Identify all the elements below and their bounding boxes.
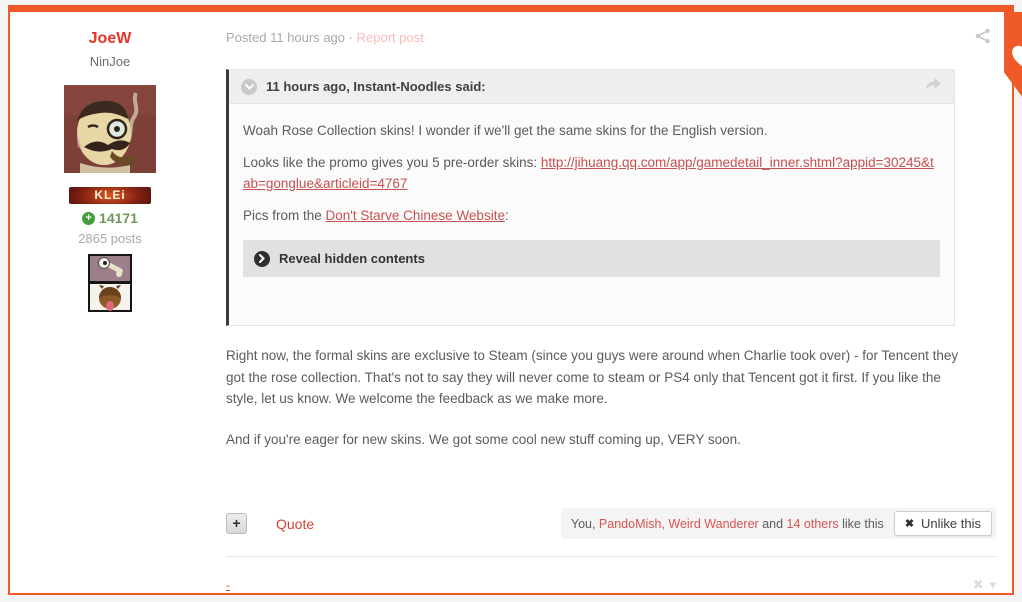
likes-box bbox=[561, 508, 996, 539]
signature-divider bbox=[226, 556, 996, 557]
hide-signature-icon[interactable]: ✖ bbox=[972, 577, 984, 592]
avatar[interactable] bbox=[64, 85, 156, 173]
promo-link[interactable]: http://jihuang.qq.com/app/gamedetail_inner.shtml?appid=30245&tab=gonglue&articleid=4767 bbox=[243, 155, 934, 191]
reply-arrow-icon[interactable] bbox=[924, 77, 942, 96]
chevron-right-icon bbox=[254, 251, 270, 267]
post-paragraph: And if you're eager for new skins. We got some cool new stuff coming up, VERY soon. bbox=[226, 431, 741, 447]
posted-timestamp: Posted 11 hours ago bbox=[226, 30, 346, 45]
unlike-label: Unlike this bbox=[921, 516, 981, 531]
likes-text: You, PandoMish, Weird Wanderer and 14 others like this bbox=[570, 516, 884, 531]
liker-link[interactable]: Weird Wanderer bbox=[668, 516, 759, 531]
chinese-website-link[interactable]: Don't Starve Chinese Website bbox=[325, 208, 505, 223]
author-username[interactable]: JoeW bbox=[88, 30, 132, 47]
signature-row bbox=[226, 577, 996, 593]
post-paragraph: Right now, the formal skins are exclusive to Steam (since you guys were around when Charlie took over) - for Tencent they got the rose collection. That's not to say they will never come to steam or PS4 only that Tencent got it first. If you like the style, let us know. We welcome the feedback as we make more. bbox=[226, 348, 959, 406]
quote-attribution: 11 hours ago, Instant-Noodles said: bbox=[266, 79, 486, 94]
award-badges[interactable] bbox=[88, 254, 132, 317]
signature-dash-link[interactable]: - bbox=[226, 578, 230, 592]
popular-post-ribbon bbox=[1004, 12, 1022, 98]
reveal-label: Reveal hidden contents bbox=[279, 251, 425, 266]
heart-icon bbox=[1010, 44, 1022, 68]
post-meta: Posted 11 hours ago · Report post bbox=[226, 30, 424, 45]
share-icon[interactable] bbox=[975, 28, 991, 49]
quote-block bbox=[226, 69, 955, 326]
liker-link[interactable]: PandoMish, bbox=[598, 516, 669, 531]
caret-down-icon[interactable]: ▾ bbox=[989, 577, 996, 592]
post-body bbox=[226, 345, 959, 450]
post-panel bbox=[8, 5, 1014, 595]
close-icon: ✖ bbox=[904, 518, 915, 530]
rep-points: 14171 bbox=[99, 210, 138, 226]
post-main bbox=[210, 12, 1022, 593]
author-member-title: NinJoe bbox=[89, 54, 131, 69]
reputation bbox=[10, 210, 210, 226]
others-link[interactable]: 14 others bbox=[786, 516, 839, 531]
report-post-link[interactable]: Report post bbox=[356, 30, 424, 45]
unlike-button[interactable] bbox=[894, 511, 992, 536]
post-footer bbox=[226, 508, 996, 539]
quote-paragraph: Pics from the Don't Starve Chinese Website: bbox=[243, 208, 509, 223]
post-count: 2865 posts bbox=[78, 231, 142, 246]
quote-body bbox=[229, 104, 954, 325]
multiquote-button[interactable]: + bbox=[226, 513, 247, 534]
quote-paragraph: Woah Rose Collection skins! I wonder if we'll get the same skins for the English version. bbox=[243, 123, 768, 138]
signature-controls bbox=[973, 577, 996, 593]
author-sidebar bbox=[10, 12, 210, 593]
rep-plus-icon: + bbox=[82, 212, 95, 225]
quote-paragraph: Looks like the promo gives you 5 pre-order skins: http://jihuang.qq.com/app/gamedetail_inner.shtml?appid=30245&tab=gonglue&articleid=4767 bbox=[243, 155, 934, 191]
group-badge: KLEi bbox=[69, 187, 151, 204]
quote-button[interactable]: Quote bbox=[276, 515, 315, 532]
chevron-down-icon[interactable] bbox=[241, 79, 257, 95]
reveal-hidden-contents[interactable] bbox=[243, 240, 940, 277]
quote-header bbox=[229, 70, 954, 104]
